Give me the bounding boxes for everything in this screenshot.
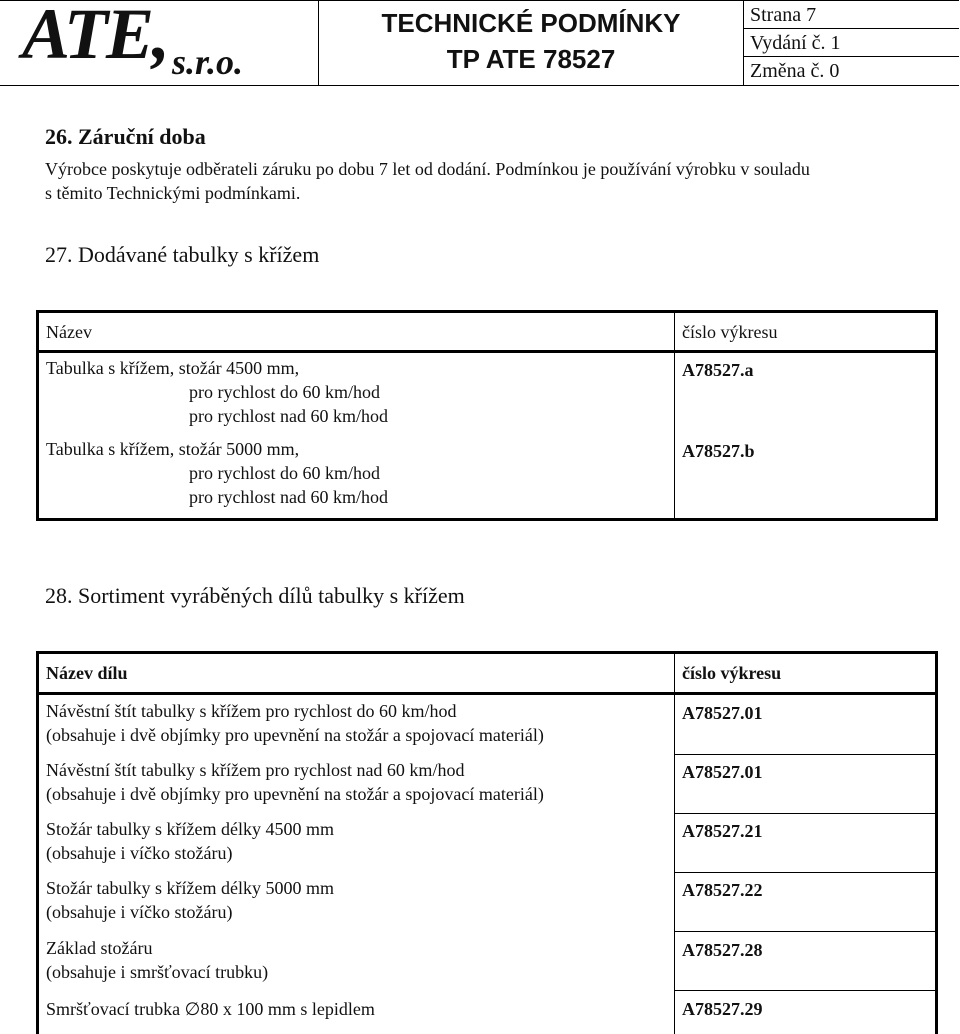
column-separator bbox=[674, 313, 675, 518]
drawing-number: A78527.a bbox=[682, 360, 754, 380]
part-line1: Smršťovací trubka ∅80 x 100 mm s lepidlem bbox=[46, 999, 375, 1019]
edition-number: Vydání č. 1 bbox=[744, 29, 959, 57]
delivered-table-header bbox=[39, 313, 935, 353]
row-divider bbox=[674, 872, 935, 873]
logo-main-text: ATE, bbox=[22, 0, 169, 74]
column-separator bbox=[674, 654, 675, 1034]
section-26-heading: 26. Záruční doba bbox=[45, 124, 206, 149]
row-divider bbox=[674, 813, 935, 814]
drawing-number: A78527.28 bbox=[682, 940, 763, 960]
section-26-line1: Výrobce poskytuje odběrateli záruku po dobu 7 let od dodání. Podmínkou je používání výrobku v souladu bbox=[45, 159, 810, 179]
delivered-table bbox=[36, 310, 938, 521]
change-number: Změna č. 0 bbox=[750, 60, 840, 82]
section-28-heading: 28. Sortiment vyráběných dílů tabulky s křížem bbox=[45, 583, 465, 608]
part-line2: (obsahuje i smršťovací trubku) bbox=[46, 962, 269, 982]
part-line1: Návěstní štít tabulky s křížem pro rychlost nad 60 km/hod bbox=[46, 760, 465, 780]
col-name-header: Název bbox=[46, 322, 92, 342]
col-part-name-header: Název dílu bbox=[46, 663, 128, 683]
row-sub: pro rychlost do 60 km/hod bbox=[189, 382, 380, 402]
parts-table bbox=[36, 651, 938, 1034]
logo-sub-text: s.r.o. bbox=[172, 42, 244, 82]
section-26-line2: s těmito Technickými podmínkami. bbox=[45, 183, 301, 203]
drawing-number: A78527.22 bbox=[682, 880, 763, 900]
row-sub: pro rychlost nad 60 km/hod bbox=[189, 406, 388, 426]
part-line2: (obsahuje i dvě objímky pro upevnění na stožár a spojovací materiál) bbox=[46, 725, 544, 745]
title-line1: TECHNICKÉ PODMÍNKY bbox=[381, 8, 681, 38]
title-line2: TP ATE 78527 bbox=[446, 44, 616, 74]
document-meta bbox=[744, 1, 959, 85]
col-code-header: číslo výkresu bbox=[682, 322, 778, 342]
part-line1: Stožár tabulky s křížem délky 5000 mm bbox=[46, 878, 334, 898]
document-title bbox=[319, 1, 744, 85]
row-title: Tabulka s křížem, stožár 4500 mm, bbox=[46, 358, 300, 378]
row-sub: pro rychlost nad 60 km/hod bbox=[189, 487, 388, 507]
part-line1: Stožár tabulky s křížem délky 4500 mm bbox=[46, 819, 334, 839]
col-code-header: číslo výkresu bbox=[682, 663, 782, 683]
row-divider bbox=[674, 931, 935, 932]
parts-table-header bbox=[39, 654, 935, 695]
drawing-number: A78527.01 bbox=[682, 762, 763, 782]
part-line2: (obsahuje i víčko stožáru) bbox=[46, 843, 233, 863]
row-title: Tabulka s křížem, stožár 5000 mm, bbox=[46, 439, 300, 459]
page-number: Strana 7 bbox=[744, 1, 959, 29]
part-line1: Základ stožáru bbox=[46, 938, 153, 958]
drawing-number: A78527.01 bbox=[682, 703, 763, 723]
row-divider bbox=[674, 990, 935, 991]
drawing-number: A78527.29 bbox=[682, 999, 763, 1019]
section-27-heading: 27. Dodávané tabulky s křížem bbox=[45, 242, 320, 267]
row-divider bbox=[674, 754, 935, 755]
drawing-number: A78527.21 bbox=[682, 821, 763, 841]
part-line1: Návěstní štít tabulky s křížem pro rychlost do 60 km/hod bbox=[46, 701, 457, 721]
part-line2: (obsahuje i dvě objímky pro upevnění na stožár a spojovací materiál) bbox=[46, 784, 544, 804]
drawing-number: A78527.b bbox=[682, 441, 755, 461]
part-line2: (obsahuje i víčko stožáru) bbox=[46, 902, 233, 922]
document-header bbox=[0, 0, 959, 86]
company-logo bbox=[0, 1, 319, 85]
row-sub: pro rychlost do 60 km/hod bbox=[189, 463, 380, 483]
